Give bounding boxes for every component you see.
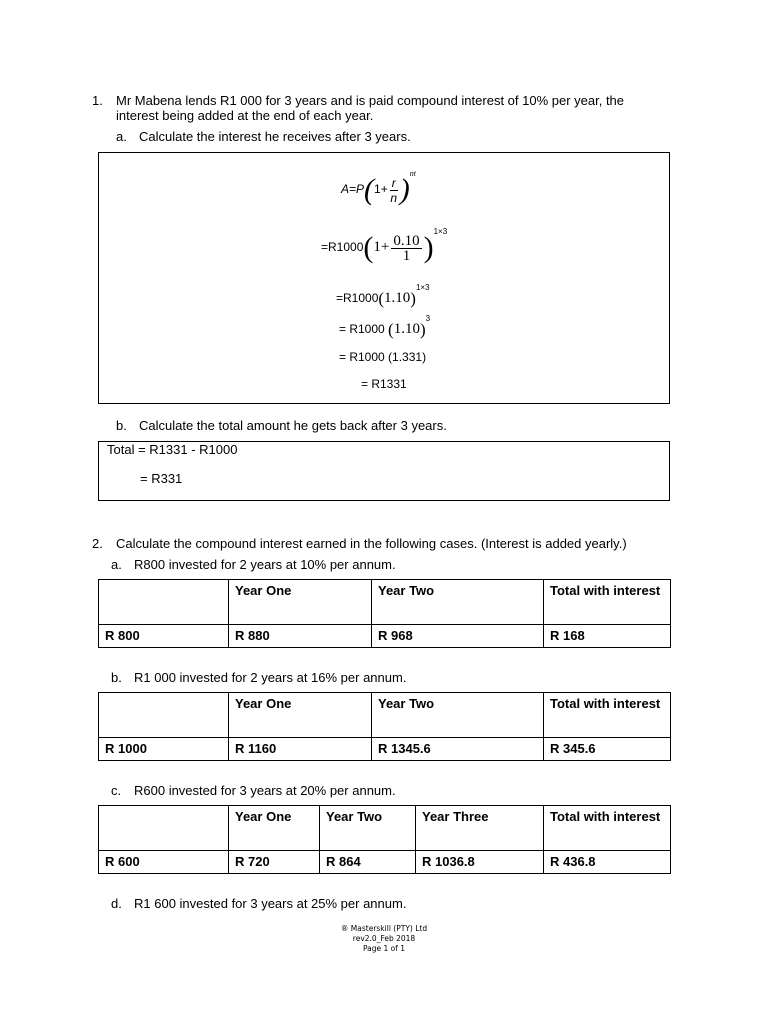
rate-fraction [390,176,398,205]
table-cell: R 880 [229,625,372,648]
fraction-denominator: n [390,190,398,205]
table-2c [98,805,671,874]
table-cell: R 168 [544,625,671,648]
formula-exponent: nt [409,169,416,178]
sub-text: R600 invested for 3 years at 20% per annum. [134,783,396,798]
header-cell: Total with interest [544,693,671,738]
header-cell: Year Three [416,806,544,851]
close-paren: ) [423,231,434,264]
question-text: Calculate the compound interest earned in the following cases. (Interest is added yearly.) [116,536,627,551]
table-cell: R 720 [229,851,320,874]
header-cell [99,580,229,625]
total-line-2: = R331 [140,471,183,486]
header-cell: Year One [229,806,320,851]
header-cell: Total with interest [544,806,671,851]
open-paren: ( [378,289,385,308]
formula-equals: = [349,182,357,197]
formula-lhs: A [341,182,350,197]
header-cell [99,806,229,851]
total-line-1: Total = R1331 - R1000 [107,442,238,457]
header-cell [99,693,229,738]
sub-text: Calculate the total amount he gets back after 3 years. [139,418,447,433]
step-prefix: =R1000 [336,291,379,306]
table-cell: R 1160 [229,738,372,761]
step-base: 1.10 [393,321,420,338]
question-number: 2. [92,536,103,551]
header-cell: Total with interest [544,580,671,625]
open-paren: ( [363,231,374,264]
rate-fraction [391,234,421,263]
footer-revision: rev2.0_Feb 2018 [352,934,416,943]
answer-box-1a [98,152,670,404]
formula-one: 1 [374,182,381,197]
formula-principal: P [356,182,365,197]
close-paren: ) [410,289,416,308]
table-cell: R 1345.6 [372,738,544,761]
table-cell: R 436.8 [544,851,671,874]
sub-letter: a. [116,129,127,144]
sub-text: R1 600 invested for 3 years at 25% per annum. [134,896,407,911]
close-paren: ) [399,173,410,206]
close-paren: ) [419,320,426,339]
step-plus: + [380,239,390,256]
step-prefix: = R1000 [339,322,385,337]
step-one: 1 [373,239,381,256]
header-cell: Year Two [372,580,544,625]
table-2a [98,579,671,648]
table-header-row [99,580,671,625]
question-text: Mr Mabena lends R1 000 for 3 years and is paid compound interest of 10% per year, the interest being added at the end of each year. [116,93,625,123]
sub-letter: b. [116,418,127,433]
step-exponent: 1×3 [415,283,430,292]
table-header-row [99,693,671,738]
header-cell: Year Two [320,806,416,851]
sub-text: Calculate the interest he receives after 3 years. [139,129,411,144]
sub-text: R1 000 invested for 2 years at 16% per annum. [134,670,407,685]
open-paren: ( [388,320,394,339]
footer-page-number: Page 1 of 1 [362,944,406,953]
step-exponent: 1×3 [433,227,448,236]
table-cell: R 600 [99,851,229,874]
answer-box-1b [98,441,670,501]
footer-copyright: ® Masterskill (PTY) Ltd [340,924,428,933]
header-cell: Year Two [372,693,544,738]
table-cell: R 864 [320,851,416,874]
table-row [99,851,671,874]
fraction-denominator: 1 [402,247,411,264]
formula-plus: + [380,182,388,197]
table-cell: R 800 [99,625,229,648]
page-footer [0,924,768,954]
fraction-numerator: r [391,175,396,190]
sub-letter: c. [111,783,122,798]
fraction-numerator: 0.10 [393,232,420,249]
sub-letter: b. [111,670,122,685]
header-cell: Year One [229,580,372,625]
sub-letter: d. [111,896,122,911]
header-cell: Year One [229,693,372,738]
sub-text: R800 invested for 2 years at 10% per annum. [134,557,396,572]
table-cell: R 1036.8 [416,851,544,874]
table-header-row [99,806,671,851]
step-3 [339,314,431,340]
table-cell: R 345.6 [544,738,671,761]
step-4: = R1000 (1.331) [339,350,427,364]
table-row [99,738,671,761]
table-cell: R 968 [372,625,544,648]
step-base: 1.10 [384,290,411,307]
step-5: = R1331 [361,377,407,391]
sub-letter: a. [111,557,122,572]
table-2b [98,692,671,761]
step-exponent: 3 [425,314,431,323]
step-prefix: =R1000 [321,240,364,255]
question-number: 1. [92,93,103,108]
compound-interest-formula [341,169,416,206]
table-row [99,625,671,648]
table-cell: R 1000 [99,738,229,761]
open-paren: ( [364,173,375,206]
